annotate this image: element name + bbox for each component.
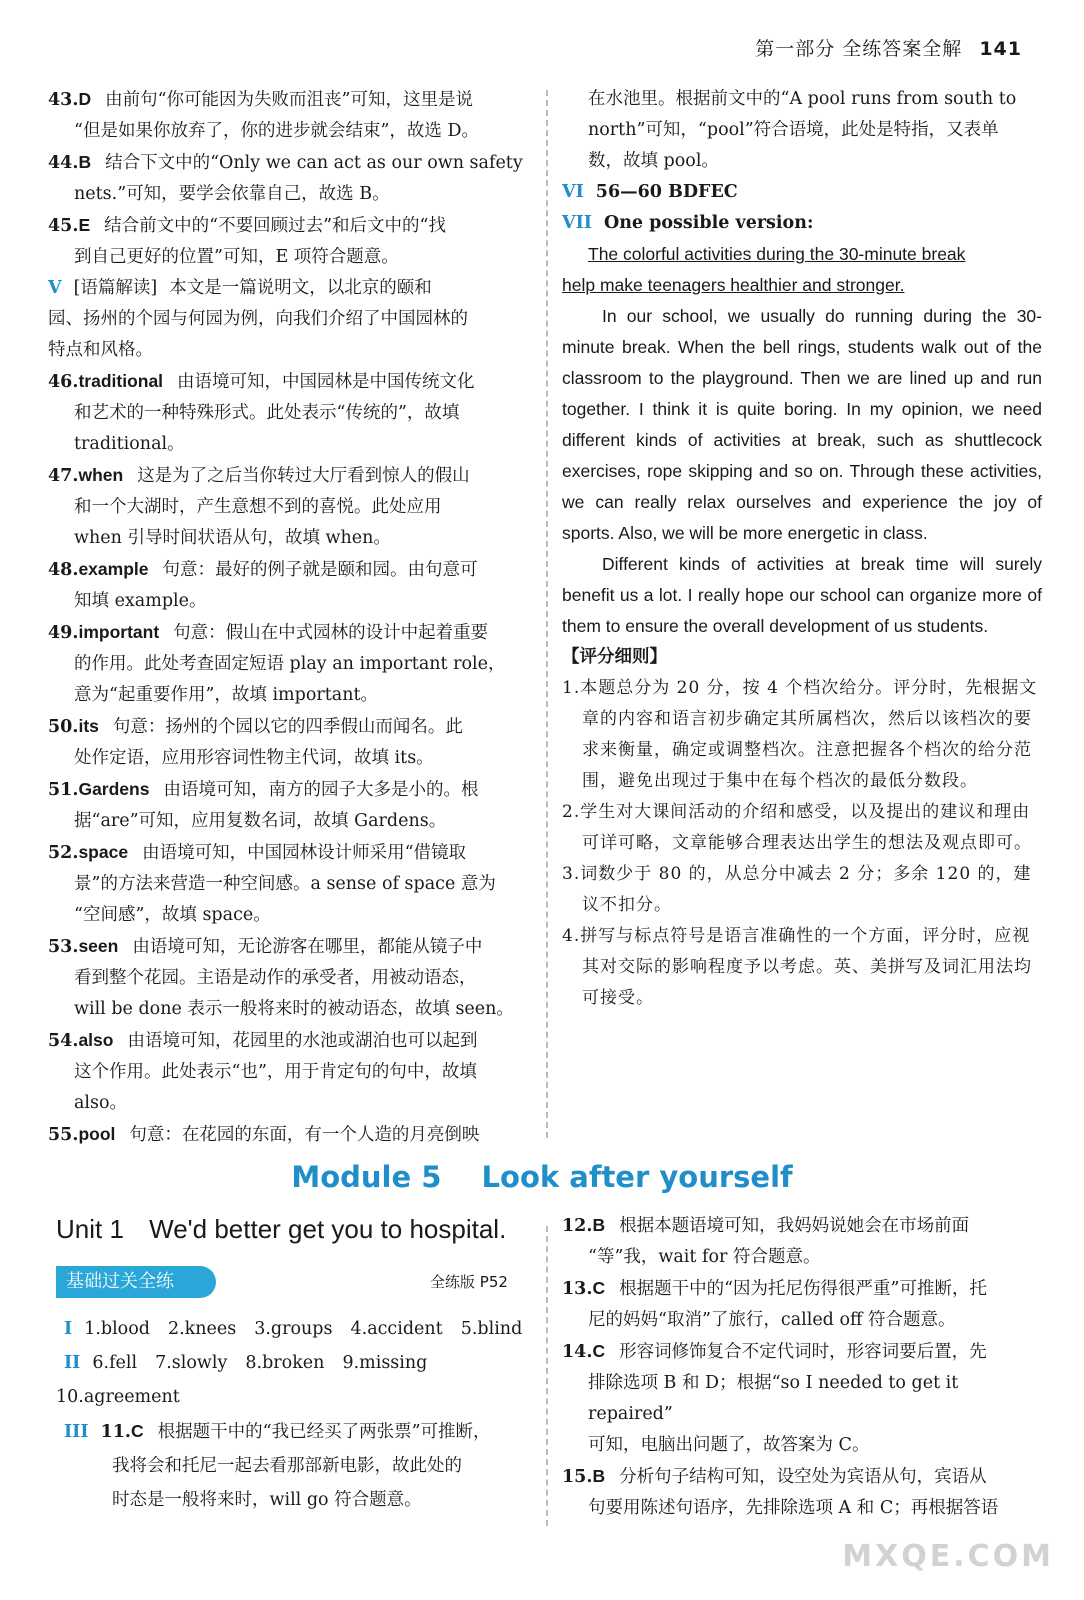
answer-text: 知填 example。	[74, 591, 207, 611]
answer-text: 根据本题语境可知，我妈妈说她会在市场前面	[619, 1216, 970, 1236]
version-label: 全练版 P52	[430, 1273, 508, 1291]
answer-text: 结合下文中的“Only we can act as our own safety	[105, 153, 523, 173]
answer-text: 这个作用。此处表示“也”，用于肯定句的句中，故填	[74, 1062, 477, 1082]
answer-line	[48, 460, 528, 492]
page-number: 141	[979, 38, 1022, 60]
answer-number: 47.	[48, 466, 79, 486]
answer-line	[48, 1119, 528, 1151]
answer-item: 5.blind	[460, 1319, 523, 1339]
answer-line	[56, 1483, 526, 1517]
answer-line	[48, 1057, 528, 1088]
section-text: 56—60 BDFEC	[595, 182, 738, 202]
unit-name: Unit 1	[56, 1214, 124, 1244]
section-numeral: VII	[562, 213, 592, 233]
answer-text: nets.”可知，要学会依靠自己，故选 B。	[74, 184, 390, 204]
answer-number: 45.	[48, 216, 79, 236]
answer-text: 形容词修饰复合不定代词时，形容词要后置，先	[619, 1342, 987, 1362]
reading-intro-line	[48, 335, 528, 366]
answer-text: traditional。	[74, 434, 185, 454]
answer-key: also	[78, 1030, 114, 1050]
answer-text: “空间感”，故填 space。	[74, 905, 271, 925]
essay-title-line: The colorful activities during the 30-minute break	[588, 244, 966, 264]
answer-item: 4.accident	[350, 1319, 443, 1339]
section-text: One possible version:	[603, 213, 814, 233]
answer-text: 和艺术的一种特殊形式。此处表示“传统的”，故填	[74, 403, 460, 423]
answer-line	[562, 1273, 1032, 1305]
section-numeral: V	[48, 278, 62, 298]
right-column	[562, 84, 1042, 1014]
answer-key: seen	[78, 936, 119, 956]
answer-line	[48, 492, 528, 523]
answer-key: when	[78, 465, 124, 485]
answer-text: 据“are”可知，应用复数名词，故填 Gardens。	[74, 811, 447, 831]
answer-line	[48, 837, 528, 869]
answer-line	[48, 963, 528, 994]
answer-key: D	[78, 89, 92, 109]
answer-number: 15.	[562, 1467, 593, 1487]
answer-line	[562, 1368, 1032, 1430]
answer-line	[562, 1336, 1032, 1368]
answer-text: 句意：在花园的东面，有一个人造的月亮倒映	[129, 1125, 480, 1145]
answer-number: 53.	[48, 937, 79, 957]
answer-line	[48, 617, 528, 649]
answer-number: 55.	[48, 1125, 79, 1145]
answer-key: pool	[78, 1124, 116, 1144]
exercise-answers-right	[562, 1210, 1032, 1524]
answer-number: 49.	[48, 623, 79, 643]
answer-item: 2.knees	[167, 1319, 237, 1339]
essay-paragraph: In our school, we usually do running during the 30-minute break. When the bell rings, students walk out of the classroom to the playground. Then we are lined up and run together. I think it is quite boring. In my opinion, we need different kinds of activities at break, such as shuttlecock exercises, rope skipping and so on. Through these activities, we can really relax ourselves and experience the joy of sports. Also, we will be more energetic in class.	[562, 306, 1042, 543]
exercise-row	[56, 1312, 526, 1346]
answer-line	[48, 366, 528, 398]
answer-text: 根据题干中的“我已经买了两张票”可推断，	[157, 1422, 491, 1442]
answer-number: 13.	[562, 1279, 593, 1299]
answer-text: 到自己更好的位置”可知，E 项符合题意。	[74, 247, 399, 267]
answer-item: 6.fell	[92, 1353, 138, 1373]
answer-line	[48, 649, 528, 680]
answer-line	[48, 1088, 528, 1119]
answer-line	[48, 869, 528, 900]
answer-text: 由前句“你可能因为失败而沮丧”可知，这里是说	[105, 90, 473, 110]
section-title: 第一部分 全练答案全解	[755, 38, 963, 60]
answer-number: 51.	[48, 780, 79, 800]
answer-number: 46.	[48, 372, 79, 392]
answer-number: 44.	[48, 153, 79, 173]
answer-line: north”可知，“pool”符合语境，此处是特指，又表单	[588, 120, 999, 140]
watermark-logo: MXQE.COM	[842, 1539, 1054, 1574]
answer-text: 时态是一般将来时，will go 符合题意。	[112, 1490, 422, 1510]
module-heading	[0, 1160, 1084, 1194]
answer-key: C	[592, 1341, 606, 1361]
answer-line: 在水池里。根据前文中的“A pool runs from south to	[588, 89, 1017, 109]
answer-item: 10.agreement	[56, 1387, 180, 1407]
answer-key: B	[592, 1215, 606, 1235]
answer-item: 1.blood	[84, 1319, 150, 1339]
section-numeral: VI	[562, 182, 584, 202]
exercise-row	[56, 1346, 526, 1380]
answer-key: B	[592, 1466, 606, 1486]
answer-line	[48, 179, 528, 210]
rules-title: 【评分细则】	[562, 647, 667, 667]
answer-key: C	[131, 1421, 144, 1441]
answer-line	[48, 994, 528, 1025]
answer-text: when 引导时间状语从句，故填 when。	[74, 528, 391, 548]
rule-item: 4.拼写与标点符号是语言准确性的一个方面，评分时，应视其对交际的影响程度予以考虑。英、美拼写及词汇用法均可接受。	[562, 926, 1032, 1008]
answer-line	[562, 1461, 1032, 1493]
reading-intro-line	[48, 304, 528, 335]
answer-text: 看到整个花园。主语是动作的承受者，用被动语态，	[74, 968, 477, 988]
answer-text: 由语境可知，中国园林是中国传统文化	[177, 372, 475, 392]
answer-line	[48, 554, 528, 586]
answer-text: 我将会和托尼一起去看那部新电影，故此处的	[112, 1456, 462, 1476]
answer-text: “但是如果你放弃了，你的进步就会结束”，故选 D。	[74, 121, 479, 141]
essay-paragraph: Different kinds of activities at break time will surely benefit us a lot. I really hope our school can organize more of them to ensure the overall development of us students.	[562, 554, 1042, 636]
answer-number: 52.	[48, 843, 79, 863]
answer-line	[48, 84, 528, 116]
answer-text: 可知，电脑出问题了，故答案为 C。	[588, 1435, 870, 1455]
rule-item: 2.学生对大课间活动的介绍和感受，以及提出的建议和理由可详可略，文章能够合理表达出学生的想法及观点即可。	[562, 802, 1032, 853]
answer-line	[48, 1025, 528, 1057]
answer-text: 由语境可知，无论游客在哪里，都能从镜子中	[132, 937, 483, 957]
answer-text: 处作定语，应用形容词性物主代词，故填 its。	[74, 748, 434, 768]
answer-line	[48, 900, 528, 931]
answer-item: 3.groups	[254, 1319, 333, 1339]
answer-text: 结合前文中的“不要回顾过去”和后文中的“找	[104, 216, 446, 236]
reading-intro-line	[48, 273, 528, 304]
answer-line	[48, 210, 528, 242]
intro-text: 园、扬州的个园与何园为例，向我们介绍了中国园林的	[48, 309, 468, 329]
answer-text: 句意：假山在中式园林的设计中起着重要	[173, 623, 489, 643]
answer-line	[48, 523, 528, 554]
answer-text: 句意：扬州的个园以它的四季假山而闻名。此	[112, 717, 463, 737]
answer-key: example	[78, 559, 149, 579]
answer-text: 和一个大湖时，产生意想不到的喜悦。此处应用	[74, 497, 442, 517]
section-tag: [语篇解读]	[73, 278, 158, 298]
left-column	[48, 84, 528, 1151]
answer-line	[48, 116, 528, 147]
answer-line	[48, 680, 528, 711]
answer-key: important	[78, 622, 160, 642]
section-numeral: III	[64, 1422, 89, 1442]
answer-line	[48, 147, 528, 179]
practice-banner: 基础过关全练	[56, 1266, 216, 1298]
answer-number: 50.	[48, 717, 79, 737]
answer-number: 12.	[562, 1216, 593, 1236]
unit-title: We'd better get you to hospital.	[149, 1214, 507, 1244]
answer-number: 54.	[48, 1031, 79, 1051]
answer-key: C	[592, 1278, 606, 1298]
answer-line	[48, 806, 528, 837]
rule-item: 3.词数少于 80 的，从总分中减去 2 分；多余 120 的，建议不扣分。	[562, 864, 1032, 915]
answer-text: 的作用。此处考查固定短语 play an important role，	[74, 654, 506, 674]
answer-line	[48, 931, 528, 963]
answer-key: space	[78, 842, 129, 862]
answer-item: 9.missing	[342, 1353, 428, 1373]
section-numeral: I	[64, 1319, 73, 1339]
scoring-rules	[562, 673, 1042, 1014]
module-name: Module 5	[291, 1160, 442, 1194]
section-numeral: II	[64, 1353, 81, 1373]
answer-number: 43.	[48, 90, 79, 110]
answer-text: also。	[74, 1093, 128, 1113]
essay-title-line: help make teenagers healthier and stronger.	[562, 275, 905, 295]
answer-line	[562, 1430, 1032, 1461]
answer-text: 景”的方法来营造一种空间感。a sense of space 意为	[74, 874, 496, 894]
answer-line	[48, 711, 528, 743]
column-divider	[546, 90, 548, 1138]
answer-number: 14.	[562, 1342, 593, 1362]
answer-key: E	[78, 215, 91, 235]
answer-text: “等”我，wait for 符合题意。	[588, 1247, 821, 1267]
rule-item: 1.本题总分为 20 分，按 4 个档次给分。评分时，先根据文章的内容和语言初步确定其所属档次，然后以该档次的要求来衡量，确定或调整档次。注意把握各个档次的给分范围，避免出现过于集中在每个档次的最低分数段。	[562, 678, 1038, 791]
answer-line	[56, 1449, 526, 1483]
answer-line	[562, 1210, 1032, 1242]
answer-line	[48, 774, 528, 806]
answer-text: 根据题干中的“因为托尼伤得很严重”可推断，托	[619, 1279, 987, 1299]
answer-text: 句要用陈述句语序，先排除选项 A 和 C；再根据答语	[588, 1498, 999, 1518]
answer-line	[48, 398, 528, 429]
section-line	[562, 177, 1042, 208]
answer-text: 由语境可知，花园里的水池或湖泊也可以起到	[127, 1031, 478, 1051]
answer-key: traditional	[78, 371, 164, 391]
answer-text: 尼的妈妈“取消”了旅行，called off 符合题意。	[588, 1310, 956, 1330]
answer-line	[56, 1414, 526, 1449]
section-line	[562, 208, 1042, 239]
answer-text: 分析句子结构可知，设空处为宾语从句，宾语从	[619, 1467, 987, 1487]
answer-text: 这是为了之后当你转过大厅看到惊人的假山	[137, 466, 470, 486]
answer-text: 意为“起重要作用”，故填 important。	[74, 685, 379, 705]
essay-body	[562, 301, 1042, 642]
answer-line: 数，故填 pool。	[588, 151, 719, 171]
answer-key: Gardens	[78, 779, 150, 799]
answer-line	[48, 242, 528, 273]
answer-text: 由语境可知，中国园林设计师采用“借镜取	[142, 843, 467, 863]
answer-text: will be done 表示一般将来时的被动语态，故填 seen。	[74, 999, 514, 1019]
page-header	[755, 34, 1022, 61]
unit-heading	[56, 1214, 524, 1245]
answer-line	[48, 743, 528, 774]
answer-line	[562, 1242, 1032, 1273]
answer-text: 排除选项 B 和 D；根据“so I needed to get it repaired”	[588, 1373, 959, 1424]
answer-line	[562, 1305, 1032, 1336]
answer-number: 11.	[100, 1422, 132, 1442]
answer-line	[48, 429, 528, 460]
column-divider-lower	[546, 1226, 548, 1526]
answer-line	[48, 586, 528, 617]
answer-text: 由语境可知，南方的园子大多是小的。根	[163, 780, 479, 800]
answer-item: 8.broken	[245, 1353, 325, 1373]
module-title: Look after yourself	[481, 1160, 793, 1194]
answer-item: 7.slowly	[155, 1353, 228, 1373]
intro-text: 本文是一篇说明文，以北京的颐和	[169, 278, 432, 298]
answer-number: 48.	[48, 560, 79, 580]
exercise-answers	[56, 1312, 526, 1517]
intro-text: 特点和风格。	[48, 340, 153, 360]
answer-key: B	[78, 152, 92, 172]
answer-text: 句意：最好的例子就是颐和园。由句意可	[162, 560, 478, 580]
answer-key: its	[78, 716, 99, 736]
answer-line	[562, 1493, 1032, 1524]
